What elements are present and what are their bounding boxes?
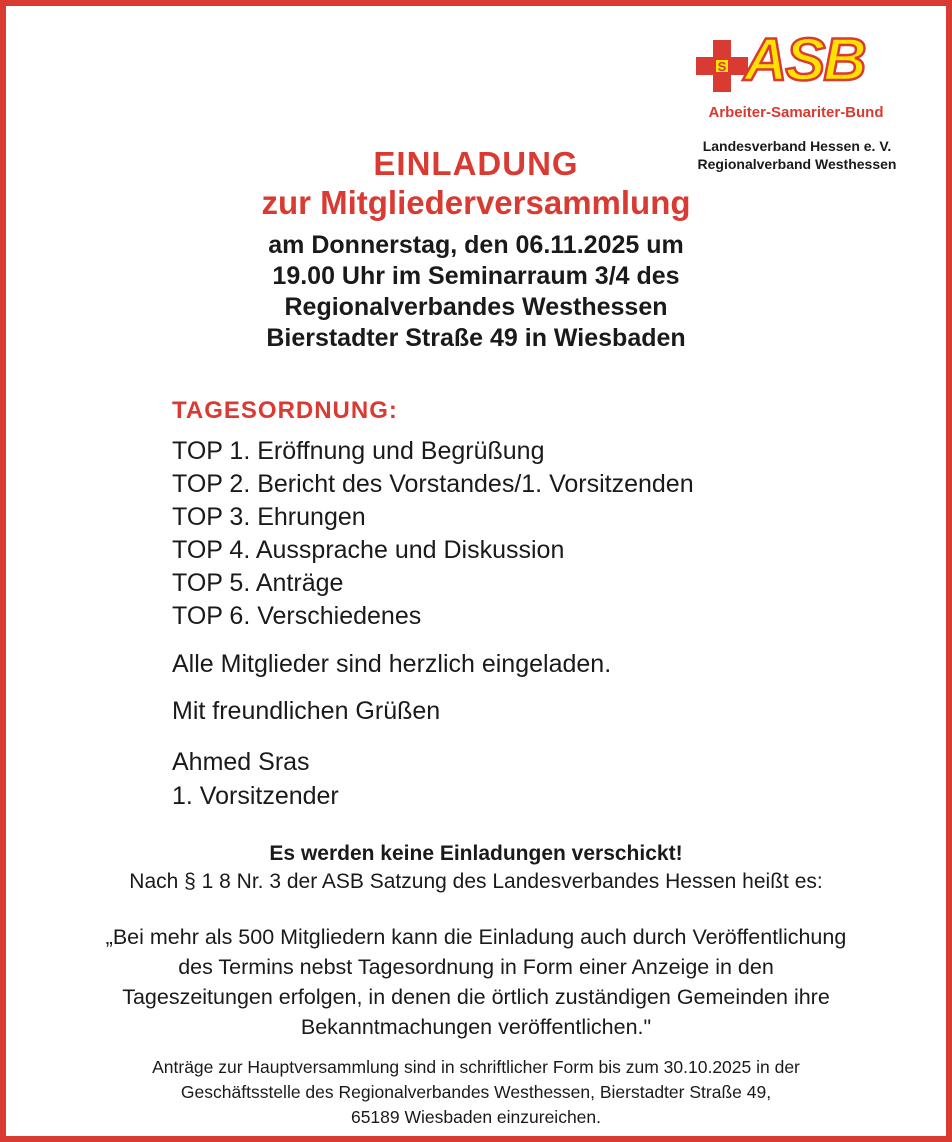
meeting-details xyxy=(0,230,952,354)
footer-line: Geschäftsstelle des Regionalverbandes Westhessen, Bierstadter Straße 49, xyxy=(180,1082,772,1102)
meeting-time-line: 19.00 Uhr im Seminarraum 3/4 des xyxy=(272,262,680,290)
submission-note xyxy=(20,1055,932,1130)
footer-line: 65189 Wiesbaden einzureichen. xyxy=(350,1107,602,1127)
meeting-address-line: Bierstadter Straße 49 in Wiesbaden xyxy=(266,324,686,352)
no-invitations-notice: Es werden keine Einladungen verschickt! xyxy=(269,842,683,865)
agenda-item: TOP 1. Eröffnung und Begrüßung xyxy=(172,437,545,465)
agenda-item: TOP 2. Bericht des Vorstandes/1. Vorsitzenden xyxy=(172,470,694,498)
invitation-subtitle: zur Mitgliederversammlung xyxy=(261,184,691,221)
meeting-org-line: Regionalverbandes Westhessen xyxy=(284,293,668,321)
asb-logo xyxy=(694,26,894,94)
org-line-1: Landesverband Hessen e. V. xyxy=(702,138,892,154)
asb-wordmark: ASB xyxy=(744,26,865,93)
red-cross-icon xyxy=(696,40,748,92)
agenda-item: TOP 3. Ehrungen xyxy=(172,503,366,531)
agenda-item: TOP 5. Anträge xyxy=(172,569,344,597)
statute-intro: Nach § 1 8 Nr. 3 der ASB Satzung des Landesverbandes Hessen heißt es: xyxy=(129,870,823,893)
quote-line: Bekanntmachungen veröffentlichen." xyxy=(300,1015,652,1039)
signer-name: Ahmed Sras xyxy=(172,748,310,776)
statute-quote xyxy=(20,922,932,1042)
cross-letter: S xyxy=(717,59,727,74)
agenda-item: TOP 6. Verschiedenes xyxy=(172,602,422,630)
agenda-list xyxy=(172,435,694,633)
quote-line: „Bei mehr als 500 Mitgliedern kann die Einladung auch durch Veröffentlichung xyxy=(105,925,847,949)
footer-line: Anträge zur Hauptversammlung sind in schriftlicher Form bis zum 30.10.2025 in der xyxy=(152,1057,800,1077)
invite-line: Alle Mitglieder sind herzlich eingeladen. xyxy=(172,650,612,678)
agenda-heading: TAGESORDNUNG: xyxy=(172,397,398,424)
quote-line: des Termins nebst Tagesordnung in Form einer Anzeige in den xyxy=(178,955,774,979)
signer-role: 1. Vorsitzender xyxy=(172,782,339,810)
meeting-date-line: am Donnerstag, den 06.11.2025 um xyxy=(268,231,684,259)
asb-subtitle: Arbeiter-Samariter-Bund xyxy=(708,104,884,121)
agenda-item: TOP 4. Aussprache und Diskussion xyxy=(172,536,565,564)
org-line-2: Regionalverband Westhessen xyxy=(697,156,897,172)
greeting-line: Mit freundlichen Grüßen xyxy=(172,697,441,725)
quote-line: Tageszeitungen erfolgen, in denen die örtlich zuständigen Gemeinden ihre xyxy=(122,985,830,1009)
invitation-title: EINLADUNG xyxy=(373,145,579,182)
